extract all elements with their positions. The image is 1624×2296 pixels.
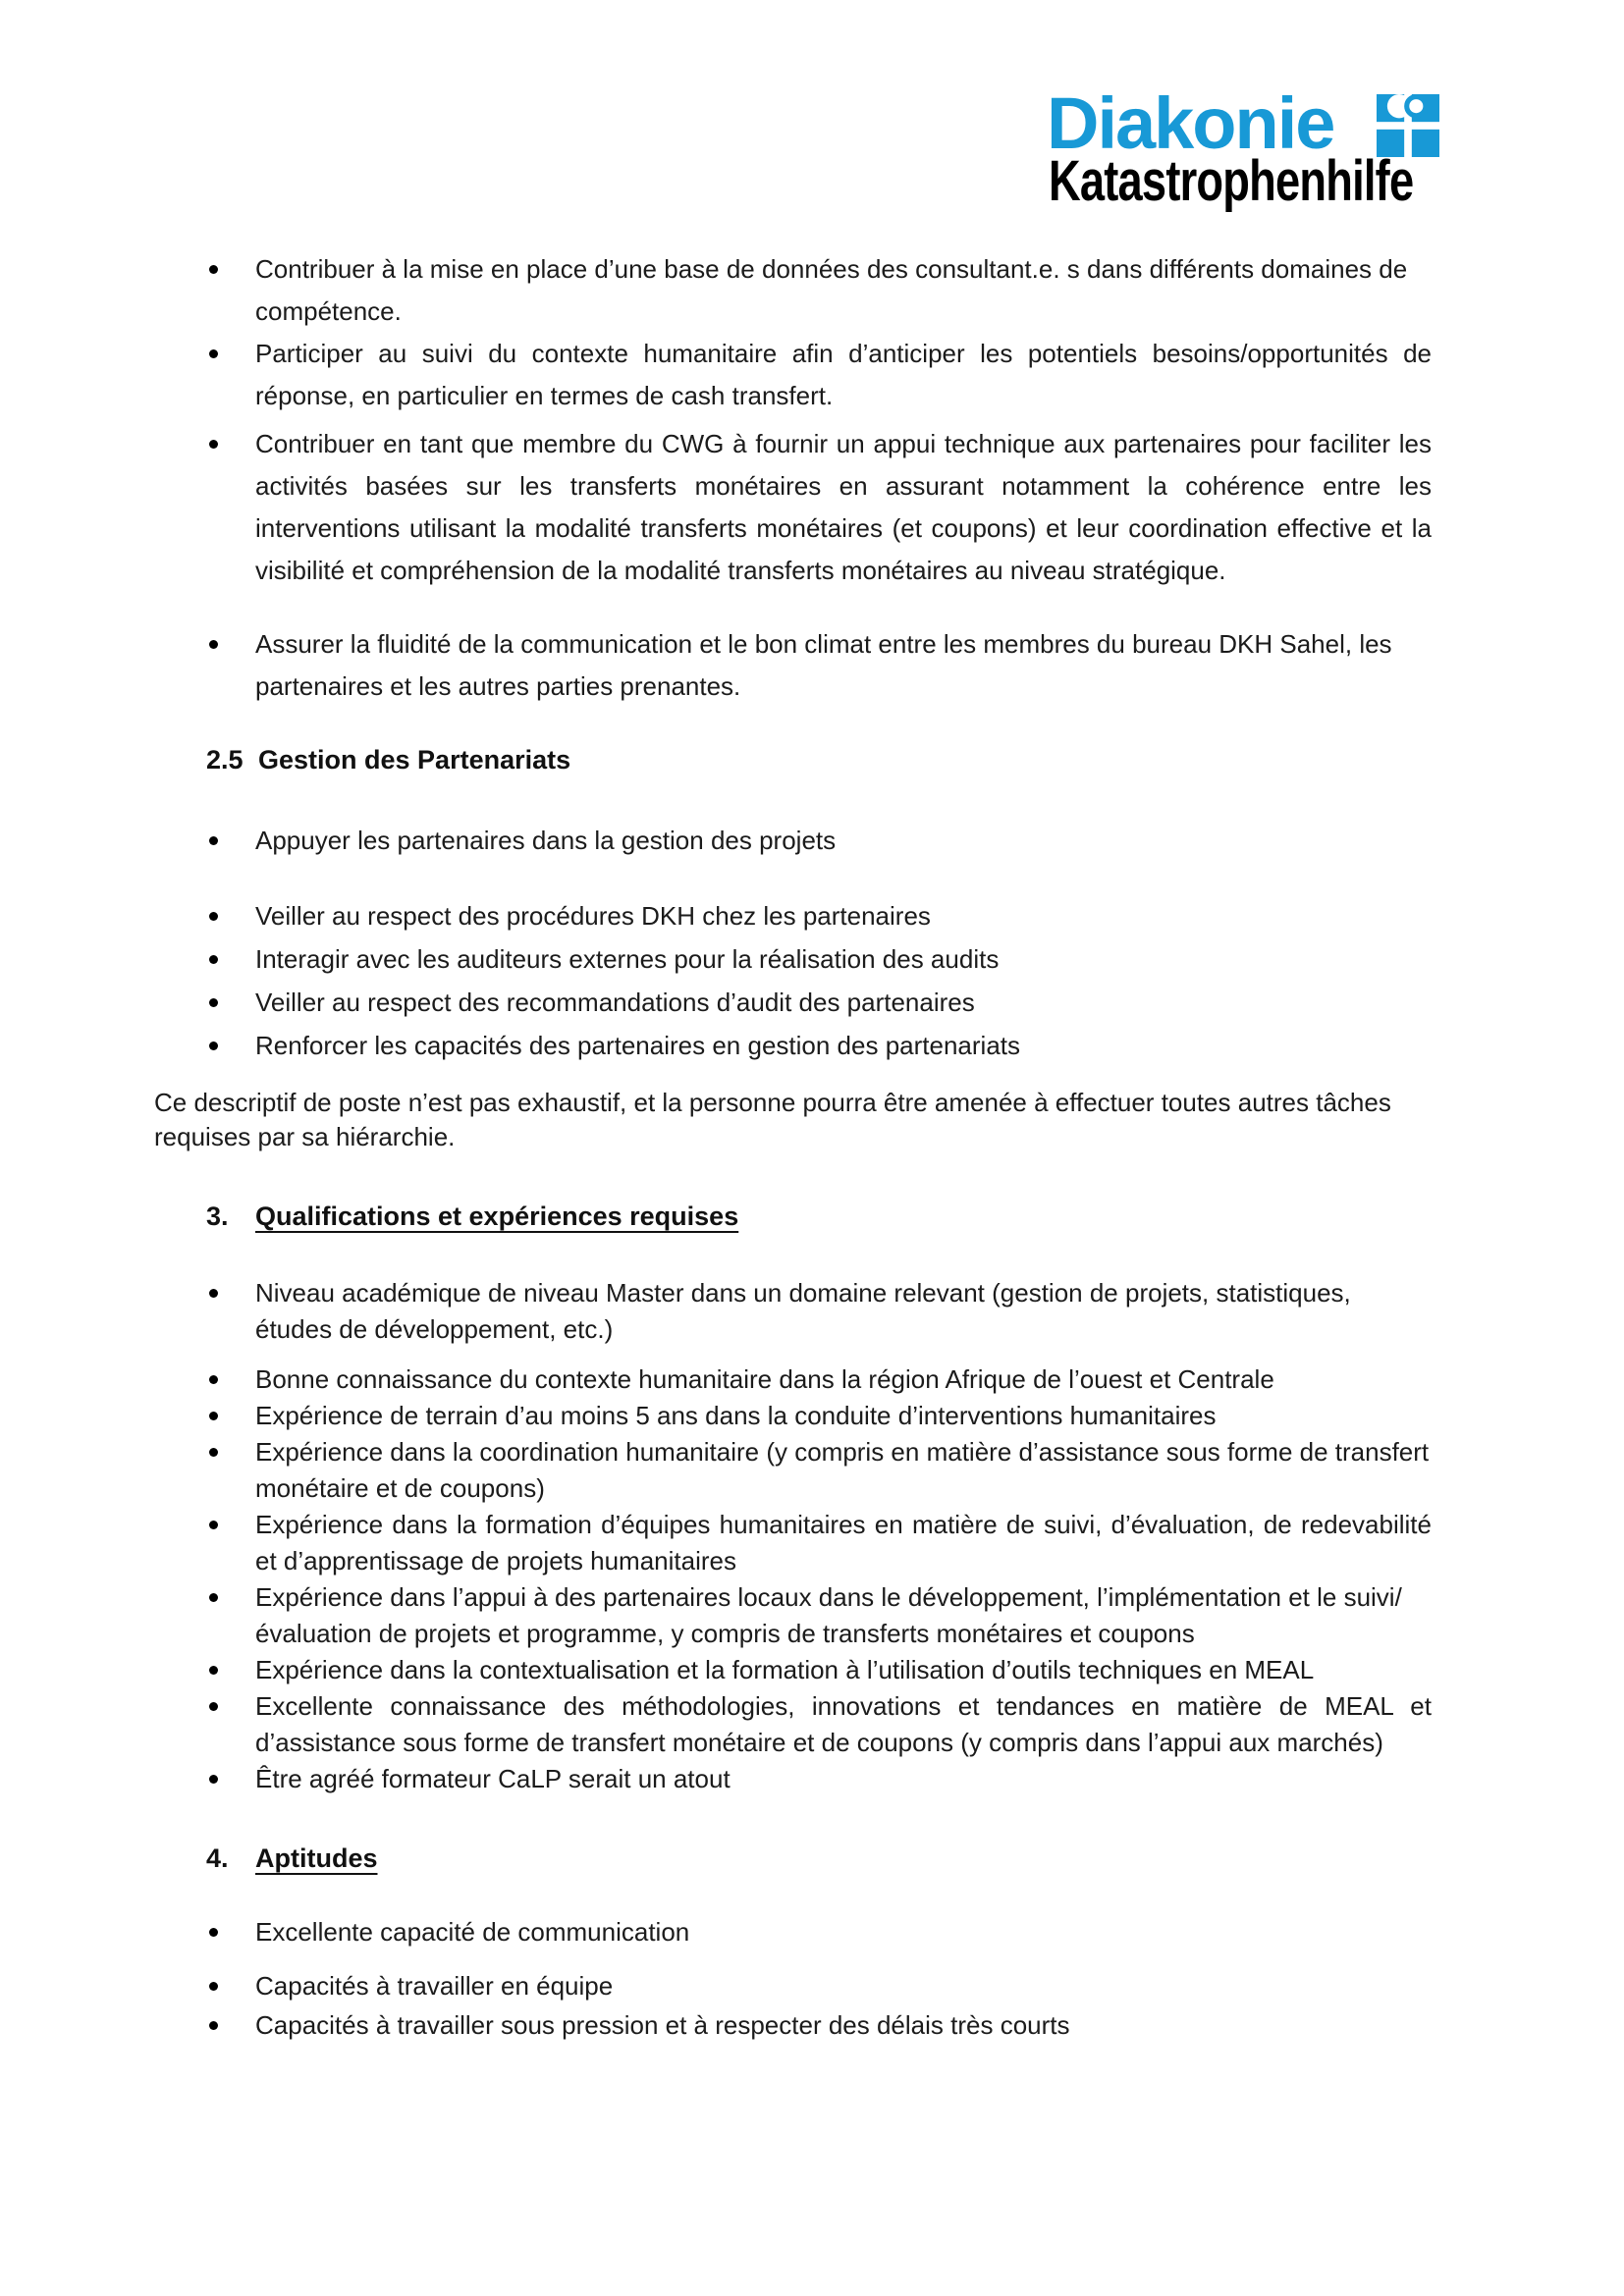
list-item: Excellente connaissance des méthodologies, innovations et tendances en matière de MEAL et d’assistance sous forme de transfert monétaire et de coupons (y compris dans l’appui aux marchés) <box>208 1688 1432 1761</box>
list-item: Capacités à travailler sous pression et à respecter des délais très courts <box>208 2005 1432 2045</box>
section-number: 4. <box>206 1843 229 1873</box>
list-item: Assurer la fluidité de la communication et le bon climat entre les membres du bureau DKH Sahel, les partenaires et les autres parties prenantes. <box>208 623 1432 708</box>
list-item: Expérience dans l’appui à des partenaires locaux dans le développement, l’implémentation et le suivi/évaluation de projets et programme, y compris de transferts monétaires et coupons <box>208 1579 1432 1652</box>
list-item: Participer au suivi du contexte humanitaire afin d’anticiper les potentiels besoins/opportunités de réponse, en particulier en termes de cash transfert. <box>208 333 1432 417</box>
section-heading-aptitudes <box>206 1838 1624 1880</box>
list-item: Veiller au respect des recommandations d’audit des partenaires <box>208 981 1432 1024</box>
closing-note-paragraph: Ce descriptif de poste n’est pas exhaustif, et la personne pourra être amenée à effectuer toutes autres tâches requises par sa hiérarchie. <box>154 1088 1391 1151</box>
section-title: Gestion des Partenariats <box>258 745 571 774</box>
logo-subbrand-text: Katastrophenhilfe <box>1049 149 1414 213</box>
list-item: Capacités à travailler en équipe <box>208 1966 1432 2005</box>
list-item: Niveau académique de niveau Master dans un domaine relevant (gestion de projets, statistiques, études de développement, etc.) <box>208 1275 1432 1348</box>
section-heading-qualifications <box>206 1196 1624 1238</box>
list-item: Expérience dans la contextualisation et la formation à l’utilisation d’outils techniques en MEAL <box>208 1652 1432 1688</box>
section-heading-partnerships <box>206 739 1624 781</box>
section-title: Aptitudes <box>255 1843 378 1873</box>
list-item: Renforcer les capacités des partenaires en gestion des partenariats <box>208 1024 1432 1067</box>
section-title: Qualifications et expériences requises <box>255 1201 739 1231</box>
aptitudes-bullet-list <box>208 1912 1624 2045</box>
section-number: 2.5 <box>206 745 244 774</box>
list-item: Appuyer les partenaires dans la gestion des projets <box>208 819 1432 862</box>
list-item: Être agréé formateur CaLP serait un atout <box>208 1761 1432 1797</box>
list-item: Contribuer en tant que membre du CWG à fournir un appui technique aux partenaires pour faciliter les activités basées sur les transferts monétaires en assurant notamment la cohérence entre les interventions utilisant la modalité transferts monétaires (et coupons) et leur coordination effective et la visibilité et compréhension de la modalité transferts monétaires au niveau stratégique. <box>208 423 1432 592</box>
list-item: Expérience dans la formation d’équipes humanitaires en matière de suivi, d’évaluation, de redevabilité et d’apprentissage de projets humanitaires <box>208 1507 1432 1579</box>
intro-bullet-list <box>208 248 1624 708</box>
list-item: Veiller au respect des procédures DKH chez les partenaires <box>208 894 1432 937</box>
list-item: Expérience dans la coordination humanitaire (y compris en matière d’assistance sous forme de transfert monétaire et de coupons) <box>208 1434 1432 1507</box>
partnerships-bullet-list <box>208 819 1624 1067</box>
list-item: Contribuer à la mise en place d’une base de données des consultant.e. s dans différents domaines de compétence. <box>208 248 1432 333</box>
list-item: Excellente capacité de communication <box>208 1912 1432 1951</box>
logo-brand-text: Diakonie <box>1047 82 1334 164</box>
section-number: 3. <box>206 1201 229 1231</box>
list-item: Expérience de terrain d’au moins 5 ans dans la conduite d’interventions humanitaires <box>208 1398 1432 1434</box>
list-item: Interagir avec les auditeurs externes pour la réalisation des audits <box>208 937 1432 981</box>
qualifications-bullet-list <box>208 1275 1624 1797</box>
list-item: Bonne connaissance du contexte humanitaire dans la région Afrique de l’ouest et Centrale <box>208 1362 1432 1398</box>
